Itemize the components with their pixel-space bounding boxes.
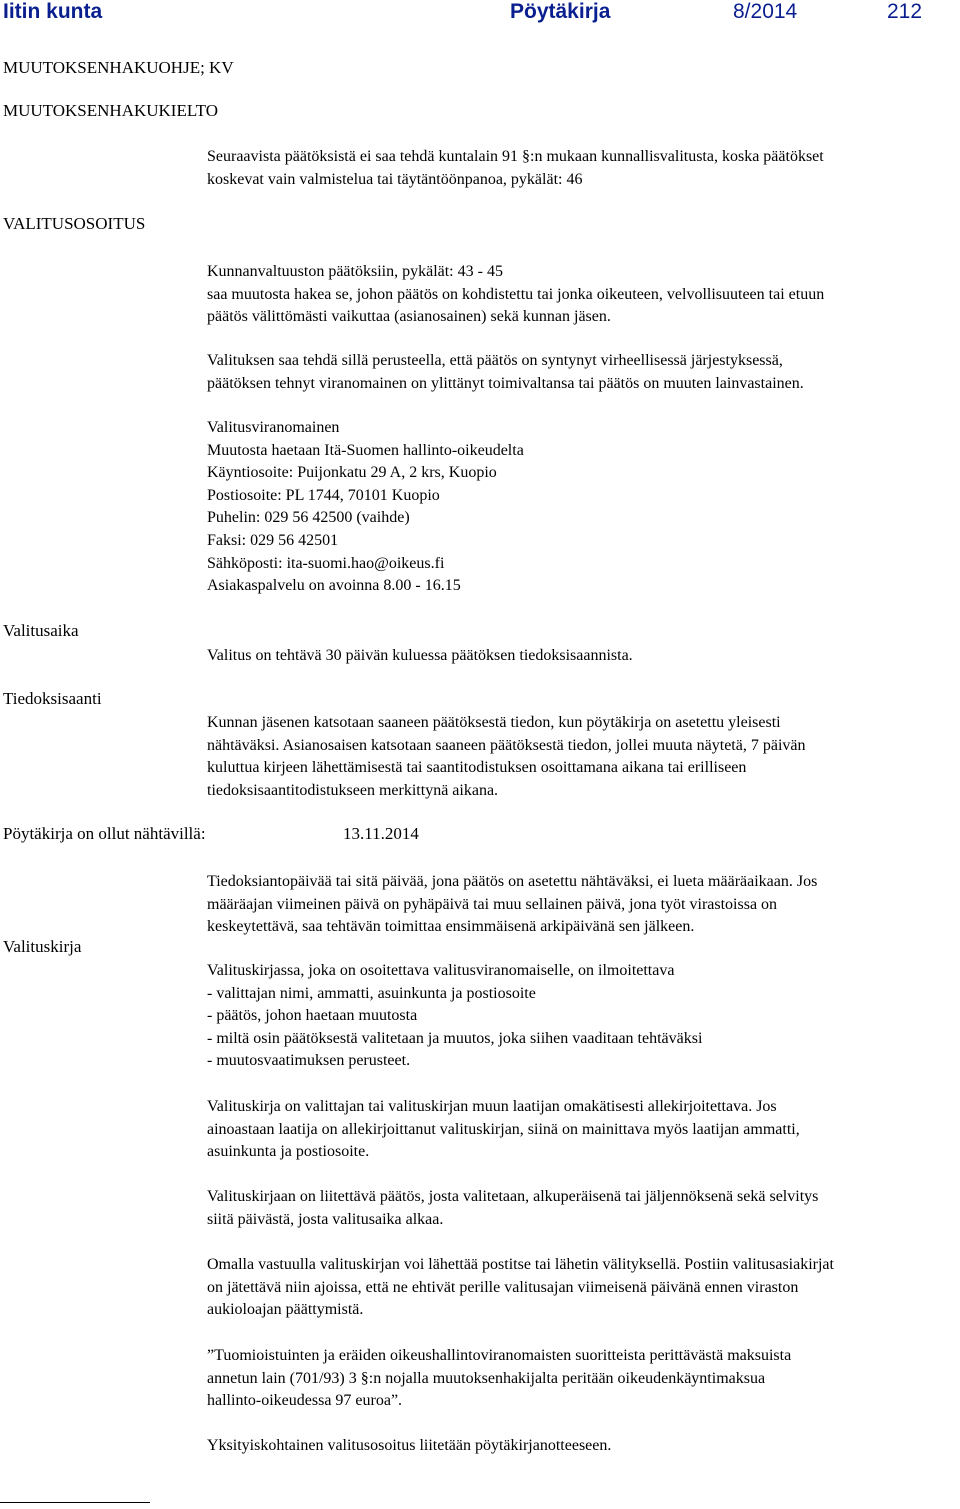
label-valitusaika: Valitusaika — [3, 621, 79, 640]
text-line: Sähköposti: ita-suomi.hao@oikeus.fi — [207, 554, 445, 572]
text-line: päätös välittömästi vaikuttaa (asianosainen) sekä kunnan jäsen. — [207, 308, 611, 326]
paragraph-oikeus — [207, 261, 957, 329]
document-type: Pöytäkirja — [510, 0, 611, 23]
text-line: annetun lain (701/93) 3 §:n nojalla muutoksenhakijalta peritään oikeudenkäyntimaksua — [207, 1369, 766, 1387]
text-line: Yksityiskohtainen valitusosoitus liitetään pöytäkirjanotteeseen. — [207, 1437, 612, 1454]
text-line: Muutosta haetaan Itä-Suomen hallinto-oikeudelta — [207, 441, 524, 459]
text-line: on jätettävä niin ajoissa, että ne ehtivät perille valitusajan viimeisenä päivänä ennen viraston — [207, 1278, 799, 1296]
paragraph-liite — [207, 1435, 957, 1458]
text-line: Valituksen saa tehdä sillä perusteella, että päätös on syntynyt virheellisessä järjestyksessä, — [207, 352, 783, 369]
text-line: Asiakaspalvelu on avoinna 8.00 - 16.15 — [207, 577, 461, 595]
page-number: 212 — [887, 0, 923, 23]
text-line: Tiedoksiantopäivää tai sitä päivää, jona päätös on asetettu nähtäväksi, ei lueta määräaikaan. Jos — [207, 873, 818, 890]
text-line: - päätös, johon haetaan muutosta — [207, 1007, 418, 1025]
text-line: Seuraavista päätöksistä ei saa tehdä kuntalain 91 §:n mukaan kunnallisvalitusta, koska päätökset — [207, 148, 824, 165]
text-line: - muutosvaatimuksen perusteet. — [207, 1052, 411, 1070]
text-line: Puhelin: 029 56 42500 (vaihde) — [207, 509, 410, 527]
text-line: koskevat vain valmistelua tai täytäntöönpanoa, pykälät: 46 — [207, 170, 583, 188]
text-line: Valitusviranomainen — [207, 419, 340, 436]
text-line: Kunnanvaltuuston päätöksiin, pykälät: 43 - 45 — [207, 263, 503, 280]
paragraph-valitusaika — [207, 645, 957, 668]
paragraph-viranomainen — [207, 417, 957, 598]
paragraph-toimitus — [207, 1254, 957, 1322]
paragraph-kielto — [207, 146, 957, 191]
text-line: keskeytettävä, saa tehtävän toimittaa ensimmäisenä arkipäivänä sen jälkeen. — [207, 918, 695, 936]
text-line: Faksi: 029 56 42501 — [207, 531, 339, 549]
text-line: tiedoksisaantitodistukseen merkittynä aikana. — [207, 781, 499, 799]
paragraph-maksut — [207, 1345, 957, 1413]
text-line: hallinto-oikeudessa 97 euroa”. — [207, 1392, 403, 1410]
text-line: ainoastaan laatija on allekirjoittanut valituskirjan, siinä on mainittava myös laatijan ammatti, — [207, 1120, 800, 1138]
text-line: nähtäväksi. Asianosaisen katsotaan saaneen päätöksestä tiedon, jollei muuta näytetä, 7 päivän — [207, 736, 806, 754]
text-line: määräajan viimeinen päivä on pyhäpäivä tai muu sellainen päivä, jona työt virastoissa on — [207, 895, 778, 913]
text-line: Omalla vastuulla valituskirjan voi lähettää postitse tai lähetin välityksellä. Postiin valitusasiakirjat — [207, 1256, 834, 1273]
text-line: Valituskirja on valittajan tai valituskirjan muun laatijan omakätisesti allekirjoitettava. Jos — [207, 1098, 777, 1115]
paragraph-maaraika — [207, 871, 957, 939]
text-line: Postiosoite: PL 1744, 70101 Kuopio — [207, 486, 440, 504]
paragraph-peruste — [207, 350, 957, 395]
text-line: - valittajan nimi, ammatti, asuinkunta ja postiosoite — [207, 984, 536, 1002]
municipality-name: Iitin kunta — [3, 0, 103, 23]
text-line: Valituskirjassa, joka on osoitettava valitusviranomaiselle, on ilmoitettava — [207, 962, 675, 979]
text-line: kuluttua kirjeen lähettämisestä tai saantitodistuksen osoittamana aikana tai erilliseen — [207, 759, 747, 777]
text-line: saa muutosta hakea se, johon päätös on kohdistettu tai jonka oikeuteen, velvollisuuteen tai etuun — [207, 285, 825, 303]
text-line: aukioloajan päättymistä. — [207, 1301, 364, 1319]
paragraph-allekirjoitus — [207, 1096, 957, 1164]
text-line: - miltä osin päätöksestä valitetaan ja muutos, joka siihen vaaditaan tehtäväksi — [207, 1029, 703, 1047]
text-line: asuinkunta ja postiosoite. — [207, 1143, 370, 1161]
label-nahtavilla: Pöytäkirja on ollut nähtävillä: — [3, 824, 206, 843]
paragraph-tiedoksisaanti — [207, 712, 957, 802]
text-line: ”Tuomioistuinten ja eräiden oikeushallintoviranomaisten suoritteista perittävästä maksuista — [207, 1347, 792, 1364]
label-tiedoksisaanti: Tiedoksisaanti — [3, 689, 102, 708]
label-valituskirja: Valituskirja — [3, 937, 82, 956]
nahtavilla-date: 13.11.2014 — [343, 824, 419, 843]
footnote-divider — [0, 1502, 150, 1503]
issue-number: 8/2014 — [733, 0, 798, 23]
paragraph-liitteet — [207, 1186, 957, 1231]
paragraph-valituskirja-sisalto — [207, 960, 957, 1073]
label-valitusosoitus: VALITUSOSOITUS — [3, 214, 146, 233]
text-line: Valituskirjaan on liitettävä päätös, josta valitetaan, alkuperäisenä tai jäljennöksenä sekä selvitys — [207, 1188, 819, 1205]
text-line: Käyntiosoite: Puijonkatu 29 A, 2 krs, Kuopio — [207, 464, 497, 482]
label-muutoksenhakuohje: MUUTOKSENHAKUOHJE; KV — [3, 58, 234, 77]
text-line: Kunnan jäsenen katsotaan saaneen päätöksestä tiedon, kun pöytäkirja on asetettu yleisesti — [207, 714, 781, 731]
text-line: siitä päivästä, josta valitusaika alkaa. — [207, 1210, 444, 1228]
text-line: päätöksen tehnyt viranomainen on ylittänyt toimivaltansa tai päätös on muuten lainvastainen. — [207, 374, 804, 392]
text-line: Valitus on tehtävä 30 päivän kuluessa päätöksen tiedoksisaannista. — [207, 647, 633, 664]
label-muutoksenhakukielto: MUUTOKSENHAKUKIELTO — [3, 101, 219, 120]
